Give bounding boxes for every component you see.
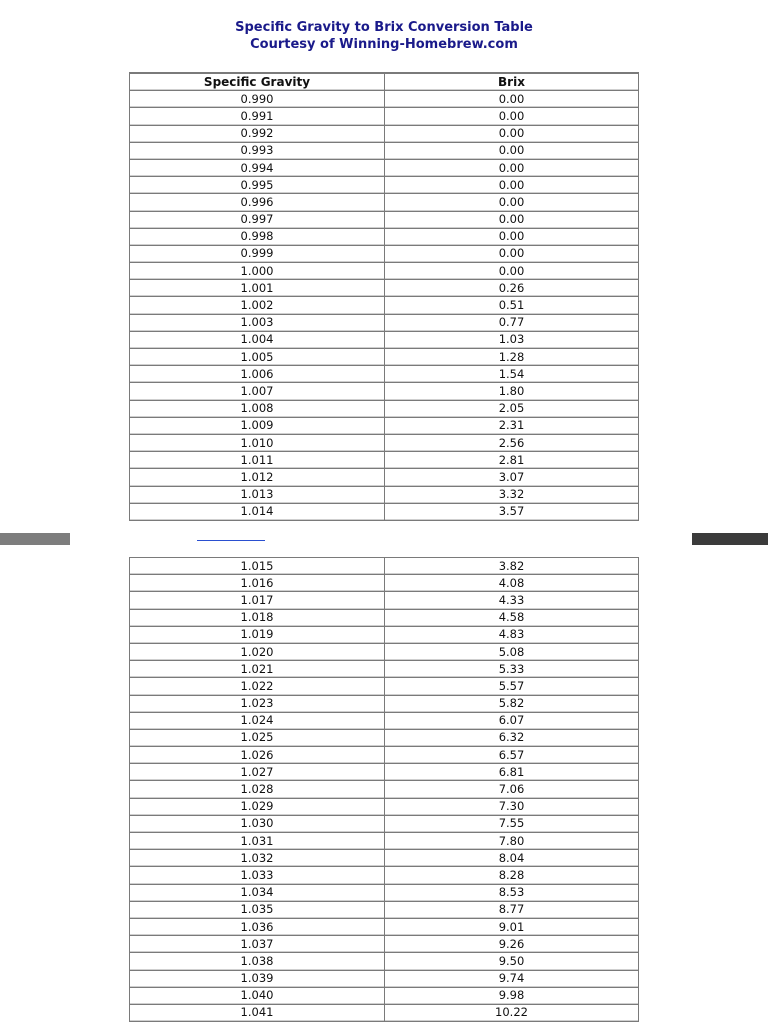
table-row	[130, 469, 639, 486]
title-line-2: Courtesy of Winning-Homebrew.com	[250, 37, 518, 52]
cell-brix: 0.26	[385, 280, 639, 297]
cell-brix: 9.50	[385, 953, 639, 970]
cell-brix: 1.54	[385, 366, 639, 383]
cell-brix: 4.83	[385, 626, 639, 643]
cell-brix: 9.98	[385, 987, 639, 1004]
table-row	[130, 503, 639, 520]
cell-brix: 8.53	[385, 884, 639, 901]
cell-brix: 4.08	[385, 575, 639, 592]
cell-brix: 0.00	[385, 142, 639, 159]
table-row	[130, 592, 639, 609]
table-row	[130, 626, 639, 643]
header-brix: Brix	[385, 73, 639, 91]
cell-specific-gravity: 1.016	[130, 575, 385, 592]
table-body-part-2	[130, 558, 639, 1022]
cell-specific-gravity: 1.011	[130, 452, 385, 469]
table-row	[130, 228, 639, 245]
page-break	[0, 525, 768, 557]
table-row	[130, 643, 639, 660]
table-row	[130, 764, 639, 781]
cell-specific-gravity: 1.026	[130, 747, 385, 764]
table-row	[130, 159, 639, 176]
table-row	[130, 884, 639, 901]
cell-brix: 8.28	[385, 867, 639, 884]
table-row	[130, 867, 639, 884]
cell-specific-gravity: 1.003	[130, 314, 385, 331]
table-row	[130, 575, 639, 592]
table-row	[130, 729, 639, 746]
cell-brix: 2.81	[385, 452, 639, 469]
cell-specific-gravity: 1.007	[130, 383, 385, 400]
table-header-row	[130, 73, 639, 91]
cell-brix: 7.06	[385, 781, 639, 798]
cell-brix: 6.32	[385, 729, 639, 746]
cell-brix: 8.77	[385, 901, 639, 918]
cell-specific-gravity: 1.002	[130, 297, 385, 314]
cell-specific-gravity: 1.034	[130, 884, 385, 901]
cell-specific-gravity: 1.029	[130, 798, 385, 815]
document-title	[0, 19, 768, 53]
table-row	[130, 331, 639, 348]
table-row	[130, 833, 639, 850]
cell-brix: 0.00	[385, 177, 639, 194]
page-break-right-bar	[692, 533, 768, 545]
table-row	[130, 678, 639, 695]
table-row	[130, 953, 639, 970]
table-row	[130, 712, 639, 729]
table-row	[130, 1004, 639, 1021]
cell-specific-gravity: 1.033	[130, 867, 385, 884]
table-row	[130, 901, 639, 918]
cell-specific-gravity: 1.001	[130, 280, 385, 297]
cell-specific-gravity: 1.041	[130, 1004, 385, 1021]
table-row	[130, 366, 639, 383]
cell-brix: 0.00	[385, 228, 639, 245]
cell-specific-gravity: 0.990	[130, 91, 385, 108]
cell-specific-gravity: 0.993	[130, 142, 385, 159]
table-row	[130, 781, 639, 798]
conversion-table-part-1	[129, 72, 639, 521]
cell-specific-gravity: 1.019	[130, 626, 385, 643]
cell-brix: 3.82	[385, 558, 639, 575]
table-row	[130, 434, 639, 451]
table-row	[130, 452, 639, 469]
cell-brix: 9.26	[385, 936, 639, 953]
cell-specific-gravity: 1.012	[130, 469, 385, 486]
cell-specific-gravity: 1.005	[130, 349, 385, 366]
cell-brix: 5.33	[385, 661, 639, 678]
table-row	[130, 297, 639, 314]
cell-specific-gravity: 1.000	[130, 263, 385, 280]
cell-brix: 10.22	[385, 1004, 639, 1021]
title-line-1: Specific Gravity to Brix Conversion Table	[235, 20, 533, 35]
cell-specific-gravity: 1.017	[130, 592, 385, 609]
cell-specific-gravity: 1.038	[130, 953, 385, 970]
cell-specific-gravity: 0.998	[130, 228, 385, 245]
table-row	[130, 280, 639, 297]
page-break-link-underline[interactable]	[197, 540, 265, 541]
cell-specific-gravity: 1.032	[130, 850, 385, 867]
cell-specific-gravity: 1.027	[130, 764, 385, 781]
cell-specific-gravity: 0.995	[130, 177, 385, 194]
table-row	[130, 211, 639, 228]
table-row	[130, 850, 639, 867]
cell-brix: 0.00	[385, 194, 639, 211]
cell-brix: 0.00	[385, 211, 639, 228]
cell-specific-gravity: 1.031	[130, 833, 385, 850]
cell-specific-gravity: 1.015	[130, 558, 385, 575]
cell-brix: 7.30	[385, 798, 639, 815]
cell-specific-gravity: 1.022	[130, 678, 385, 695]
cell-specific-gravity: 1.020	[130, 643, 385, 660]
table-row	[130, 661, 639, 678]
cell-brix: 3.57	[385, 503, 639, 520]
cell-brix: 0.51	[385, 297, 639, 314]
cell-brix: 1.28	[385, 349, 639, 366]
cell-brix: 0.00	[385, 91, 639, 108]
cell-brix: 0.00	[385, 159, 639, 176]
table-row	[130, 125, 639, 142]
cell-specific-gravity: 0.992	[130, 125, 385, 142]
cell-brix: 0.00	[385, 108, 639, 125]
cell-brix: 4.33	[385, 592, 639, 609]
table-row	[130, 383, 639, 400]
table-row	[130, 695, 639, 712]
table-row	[130, 400, 639, 417]
cell-brix: 2.56	[385, 434, 639, 451]
cell-brix: 1.80	[385, 383, 639, 400]
cell-specific-gravity: 0.994	[130, 159, 385, 176]
cell-specific-gravity: 1.024	[130, 712, 385, 729]
page-break-left-bar	[0, 533, 70, 545]
cell-specific-gravity: 1.009	[130, 417, 385, 434]
table-row	[130, 486, 639, 503]
cell-specific-gravity: 0.997	[130, 211, 385, 228]
table-row	[130, 349, 639, 366]
cell-specific-gravity: 1.039	[130, 970, 385, 987]
cell-brix: 5.57	[385, 678, 639, 695]
cell-brix: 3.32	[385, 486, 639, 503]
cell-brix: 9.74	[385, 970, 639, 987]
cell-brix: 0.00	[385, 125, 639, 142]
cell-brix: 4.58	[385, 609, 639, 626]
table-row	[130, 918, 639, 935]
cell-specific-gravity: 1.037	[130, 936, 385, 953]
cell-brix: 1.03	[385, 331, 639, 348]
cell-specific-gravity: 0.999	[130, 245, 385, 262]
table-row	[130, 245, 639, 262]
table-row	[130, 177, 639, 194]
cell-brix: 9.01	[385, 918, 639, 935]
table-row	[130, 91, 639, 108]
cell-brix: 6.07	[385, 712, 639, 729]
table-row	[130, 970, 639, 987]
table-row	[130, 558, 639, 575]
table-row	[130, 815, 639, 832]
cell-brix: 0.00	[385, 263, 639, 280]
table-row	[130, 108, 639, 125]
cell-specific-gravity: 1.010	[130, 434, 385, 451]
table-row	[130, 609, 639, 626]
cell-specific-gravity: 1.014	[130, 503, 385, 520]
cell-brix: 7.55	[385, 815, 639, 832]
cell-specific-gravity: 1.028	[130, 781, 385, 798]
cell-brix: 6.81	[385, 764, 639, 781]
header-specific-gravity: Specific Gravity	[130, 73, 385, 91]
cell-specific-gravity: 1.004	[130, 331, 385, 348]
cell-specific-gravity: 1.021	[130, 661, 385, 678]
cell-brix: 5.08	[385, 643, 639, 660]
cell-specific-gravity: 0.996	[130, 194, 385, 211]
cell-specific-gravity: 1.040	[130, 987, 385, 1004]
table-row	[130, 987, 639, 1004]
cell-specific-gravity: 1.008	[130, 400, 385, 417]
table-row	[130, 747, 639, 764]
cell-specific-gravity: 1.025	[130, 729, 385, 746]
table-row	[130, 194, 639, 211]
cell-specific-gravity: 1.035	[130, 901, 385, 918]
cell-specific-gravity: 1.018	[130, 609, 385, 626]
table-body-part-1	[130, 91, 639, 521]
cell-brix: 6.57	[385, 747, 639, 764]
table-row	[130, 798, 639, 815]
table-row	[130, 936, 639, 953]
table-row	[130, 142, 639, 159]
cell-specific-gravity: 1.013	[130, 486, 385, 503]
cell-brix: 8.04	[385, 850, 639, 867]
cell-brix: 3.07	[385, 469, 639, 486]
table-row	[130, 314, 639, 331]
cell-specific-gravity: 1.023	[130, 695, 385, 712]
cell-specific-gravity: 1.030	[130, 815, 385, 832]
cell-brix: 0.00	[385, 245, 639, 262]
cell-specific-gravity: 1.036	[130, 918, 385, 935]
cell-brix: 2.31	[385, 417, 639, 434]
cell-brix: 0.77	[385, 314, 639, 331]
cell-brix: 2.05	[385, 400, 639, 417]
cell-specific-gravity: 1.006	[130, 366, 385, 383]
cell-brix: 7.80	[385, 833, 639, 850]
table-row	[130, 263, 639, 280]
cell-specific-gravity: 0.991	[130, 108, 385, 125]
cell-brix: 5.82	[385, 695, 639, 712]
table-row	[130, 417, 639, 434]
conversion-table-part-2	[129, 557, 639, 1022]
